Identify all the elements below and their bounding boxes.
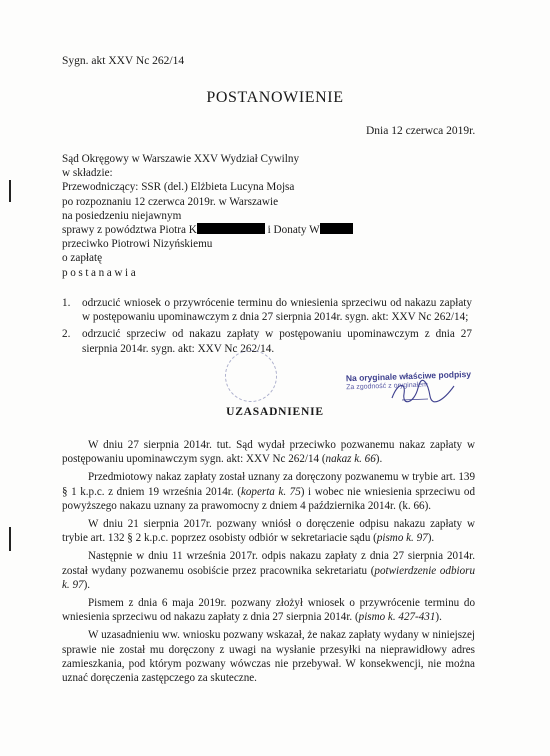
decision-list [62,296,472,359]
paragraph: Pismem z dnia 6 maja 2019r. pozwany złożył wniosek o przywrócenie terminu do wniesienia sprzeciwu od nakazu zapłaty z dnia 27 sierpnia 2014r. (pismo k. 427-431). [62,597,475,624]
item-text: odrzucić wniosek o przywrócenie terminu do wniesienia sprzeciwu od nakazu zapłaty w postępowaniu upominawczym z dnia 27 sierpnia 2014r. sygn. akt: XXV Nc 262/14; [82,297,472,324]
header-line: w składzie: [62,167,113,180]
item-text: odrzucić sprzeciw od nakazu zapłaty w postępowaniu upominawczym z dnia 27 sierpnia 2014r. sygn. akt: XXV Nc 262/14. [82,328,472,355]
document-date: Dnia 12 czerwca 2019r. [366,125,476,137]
paragraph: Następnie w dniu 11 września 2017r. odpis nakazu zapłaty z dnia 27 sierpnia 2014r. został wydany pozwanemu osobiście przez pracownika sekretariatu (potwierdzenie odbioru k. 97). [62,550,475,591]
resolves-word: postanawia [62,266,139,279]
court-seal-stamp [225,350,277,402]
case-reference: Sygn. akt XXV Nc 262/14 [62,55,185,67]
document-title: POSTANOWIENIE [206,89,344,106]
plaintiff-prefix: sprawy z powództwa Piotra K [62,224,197,237]
stamp-line: Za zgodność z oryginałem [346,381,428,392]
justification-body [62,438,475,689]
stamp-line: Na oryginale właściwe podpisy [345,368,472,384]
paragraph: W dniu 21 sierpnia 2017r. pozwany wniósł o doręczenie odpisu nakazu zapłaty w trybie art. 132 § 2 k.p.c. poprzez osobisty odbiór w sekretariacie sądu (pismo k. 97). [62,518,475,545]
header-line: Przewodniczący: SSR (del.) Elżbieta Lucyna Mojsa [62,181,295,194]
paragraph: W dniu 27 sierpnia 2014r. tut. Sąd wydał przeciwko pozwanemu nakaz zapłaty w postępowaniu upominawczym sygn. akt: XXV Nc 262/14 (nakaz k. 66). [62,439,475,466]
paragraph: Przedmiotowy nakaz zapłaty został uznany za doręczony pozwanemu w trybie art. 139 § 1 k.p.c. z dniem 19 września 2014r. (koperta k. 75) i wobec nie wniesienia sprzeciwu od powyższego nakazu uznany za prawomocny z dniem 4 października 2014r. (k. 66). [62,471,475,512]
parties-line [62,223,353,237]
redaction-bar [320,223,353,234]
paragraph: W uzasadnieniu ww. wniosku pozwany wskazał, że nakaz zapłaty wydany w niniejszej sprawie nie został mu doręczony z uwagi na wysłanie przesyłki na nieprawidłowy adres zamieszkania, pod którym pozwany wówczas nie przebywał. W konsekwencji, nie można uznać doręczenia zastępczego za skuteczne. [62,629,475,685]
signature-scribble [388,378,458,406]
item-number: 1. [62,297,71,309]
item-number: 2. [62,328,71,341]
defendant-line: przeciwko Piotrowi Nizyńskiemu [62,238,213,251]
justification-title: UZASADNIENIE [226,406,324,418]
header-line: na posiedzeniu niejawnym [62,209,182,222]
header-line: Sąd Okręgowy w Warszawie XXV Wydział Cywilny [62,153,300,165]
decision-item [62,296,472,324]
decision-item [62,327,472,355]
plaintiff-second: i Donaty W [267,224,320,237]
subject-line: o zapłatę [62,252,103,265]
redaction-bar [197,223,265,234]
court-header [62,152,353,280]
margin-mark [9,180,11,202]
margin-mark [9,527,11,551]
header-line: po rozpoznaniu 12 czerwca 2019r. w Warszawie [62,195,279,208]
